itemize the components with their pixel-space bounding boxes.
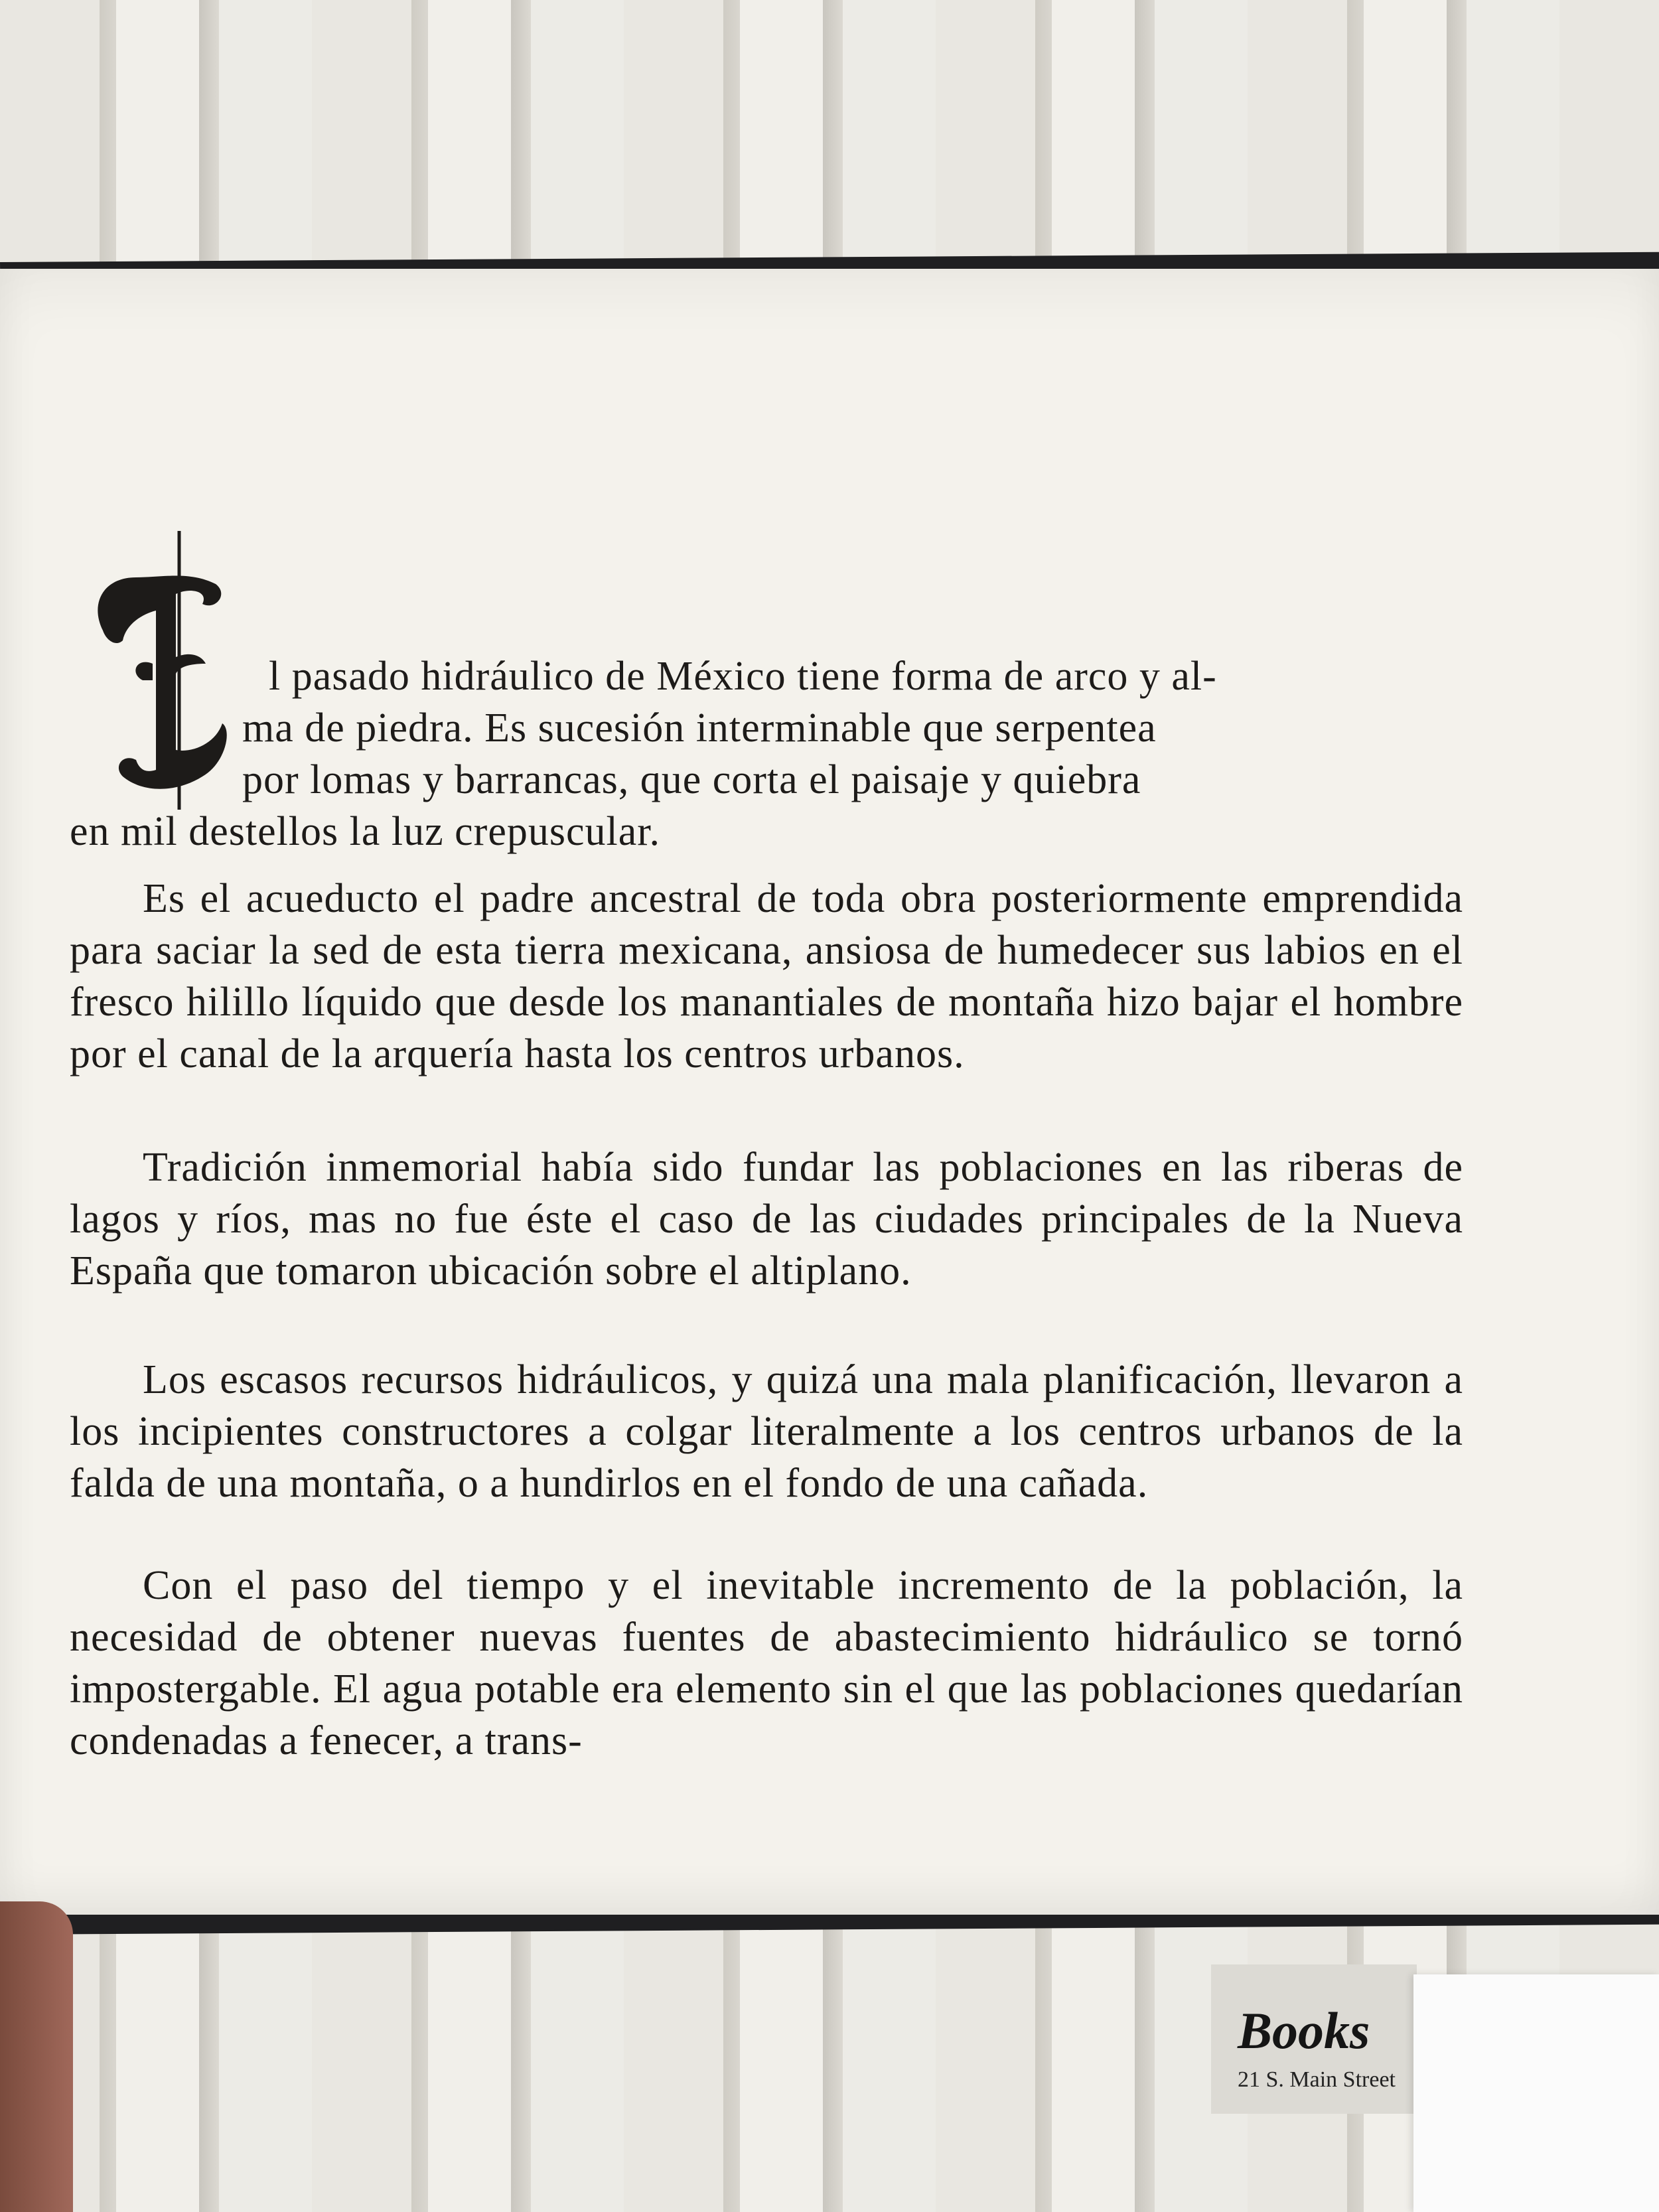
- paragraph-1-line-1: l pasado hidráulico de México tiene forma de arco y al-: [269, 654, 1217, 699]
- dropcap-letter: E: [76, 531, 77, 532]
- paragraph-3: Tradición inmemorial había sido fundar las poblaciones en las riberas de lagos y ríos, mas no fue éste el caso de las ciudades principales de la Nueva España que tomaron ubicación sobre el altiplano.: [70, 1145, 1463, 1293]
- white-card: [1413, 1974, 1659, 2212]
- paragraph-1-line-3: por lomas y barrancas, que corta el paisaje y quiebra: [242, 757, 1141, 802]
- hand-at-edge: [0, 1901, 73, 2212]
- bookstore-address: 21 S. Main Street: [1238, 2067, 1396, 2092]
- bookstore-sticker: [1211, 1964, 1417, 2114]
- paragraph-1-line-4: en mil destellos la luz crepuscular.: [70, 809, 660, 854]
- bookstore-name: Books: [1238, 2002, 1370, 2059]
- paragraph-4: Los escasos recursos hidráulicos, y quizá una mala planificación, llevaron a los incipientes constructores a colgar literalmente a los centros urbanos de la falda de una montaña, o a hundirlos en el fondo de una cañada.: [70, 1357, 1463, 1506]
- paragraph-5: Con el paso del tiempo y el inevitable incremento de la población, la necesidad de obtener nuevas fuentes de abastecimiento hidráulico se tornó impostergable. El agua potable era elemento sin el que las poblaciones quedarían condenadas a fenecer, a trans-: [70, 1563, 1463, 1763]
- paragraph-2: Es el acueducto el padre ancestral de toda obra posteriormente emprendida para saciar la sed de esta tierra mexicana, ansiosa de humedecer sus labios en el fresco hilillo líquido que desde los manantiales de montaña hizo bajar el hombre por el canal de la arquería hasta los centros urbanos.: [70, 876, 1463, 1076]
- paragraph-1: [70, 650, 1463, 857]
- paragraph-1-line-2: ma de piedra. Es sucesión interminable que serpentea: [242, 705, 1157, 751]
